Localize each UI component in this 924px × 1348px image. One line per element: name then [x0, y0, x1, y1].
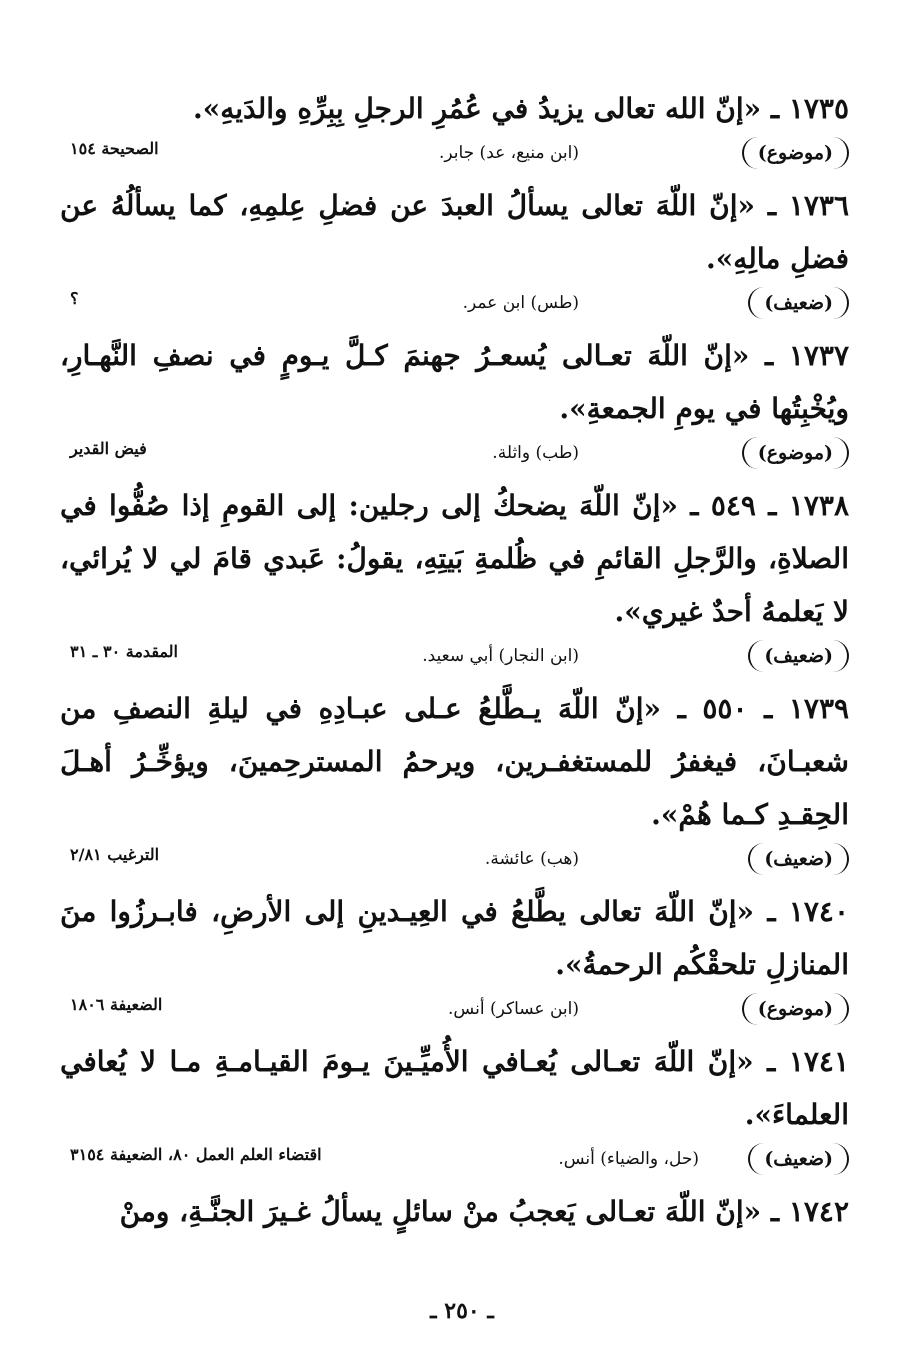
hadith-1737-text: ١٧٣٧ ـ «إنّ اللّهَ تعـالى يُسعـرُ جهنمَ كـلَّ يـومٍ في نصفِ النَّهـارِ، ويُخْبِتُها في يومِ الجمعةِ».: [60, 339, 849, 425]
reference: الصحيحة ١٥٤: [70, 139, 159, 158]
grade-badge: (ضعيف): [748, 287, 849, 319]
source-line-1736: [60, 285, 849, 329]
grade-badge: (ضعيف): [748, 640, 849, 672]
hadith-1739-text: ١٧٣٩ ـ ٥٥٠ ـ «إنّ اللّهَ يـطَّلعُ عـلى عبـادِهِ في ليلةِ النصفِ من شعبـانَ، فيغفرُ للمستغفـرين، ويرحمُ المسترحِمينَ، ويؤخِّـرُ أهـلَ الحِقـدِ كـما هُمْ».: [60, 692, 850, 831]
hadith-1735-text: ١٧٣٥ ـ «إنّ الله تعالى يزيدُ في عُمُرِ الرجلِ بِبِرِّهِ والدَيهِ».: [193, 92, 849, 125]
page-body: [60, 82, 849, 1238]
reference: اقتضاء العلم العمل ٨٠، الضعيفة ٣١٥٤: [70, 1145, 322, 1164]
source-line-1740: [60, 991, 849, 1035]
narrator: (ابن النجار) أبي سعيد.: [422, 646, 579, 666]
reference: المقدمة ٣٠ ـ ٣١: [70, 642, 178, 661]
source-line-1735: [60, 135, 849, 179]
reference: فيض القدير: [70, 439, 147, 458]
hadith-1740-text: ١٧٤٠ ـ «إنّ اللّهَ تعالى يطَّلعُ في العِيـدينِ إلى الأرضِ، فابـرزُوا منَ المنازلِ تلحقْكُم الرحمةُ».: [60, 895, 849, 981]
grade-badge: (موضوع): [742, 437, 849, 469]
grade-badge: (ضعيف): [748, 1143, 849, 1175]
source-line-1739: [60, 841, 849, 885]
narrator: (هب) عائشة.: [484, 849, 579, 869]
grade-badge: (ضعيف): [748, 843, 849, 875]
reference: الضعيفة ١٨٠٦: [70, 995, 163, 1014]
narrator: (طب) واثلة.: [492, 443, 579, 463]
page-number: ـ ٢٥٠ ـ: [430, 1298, 494, 1324]
reference: ؟: [70, 289, 79, 308]
narrator: (حل، والضياء) أنس.: [558, 1149, 699, 1169]
narrator: (ابن منيع، عد) جابر.: [438, 143, 579, 163]
reference: الترغيب ٢/٨١: [70, 845, 160, 864]
source-line-1741: [60, 1141, 849, 1185]
grade-badge: (موضوع): [742, 137, 849, 169]
source-line-1738: [60, 638, 849, 682]
hadith-1741-text: ١٧٤١ ـ «إنّ اللّهَ تعـالى يُعـافي الأُميِّـينَ يـومَ القيـامـةِ مـا لا يُعافي العلماءَ».: [60, 1045, 849, 1131]
hadith-1738-text: ١٧٣٨ ـ ٥٤٩ ـ «إنّ اللّهَ يضحكُ إلى رجلين: إلى القومِ إذا صُفُّوا في الصلاةِ، والرَّجلِ القائمِ في ظُلمةِ بَيتِهِ، يقولُ: عَبدي قامَ لي لا يُرائي، لا يَعلمهُ أحدٌ غيري».: [60, 489, 849, 628]
hadith-1736-text: ١٧٣٦ ـ «إنّ اللّهَ تعالى يسألُ العبدَ عن فضلِ عِلمِهِ، كما يسألُهُ عن فضلِ مالِهِ».: [60, 189, 849, 275]
narrator: (ابن عساكر) أنس.: [448, 999, 579, 1019]
narrator: (طس) ابن عمر.: [462, 293, 579, 313]
source-line-1737: [60, 435, 849, 479]
hadith-1742-text: ١٧٤٢ ـ «إنّ اللّهَ تعـالى يَعجبُ منْ سائلٍ يسألُ غـيرَ الجنَّـةِ، ومنْ: [119, 1195, 849, 1228]
grade-badge: (موضوع): [742, 993, 849, 1025]
